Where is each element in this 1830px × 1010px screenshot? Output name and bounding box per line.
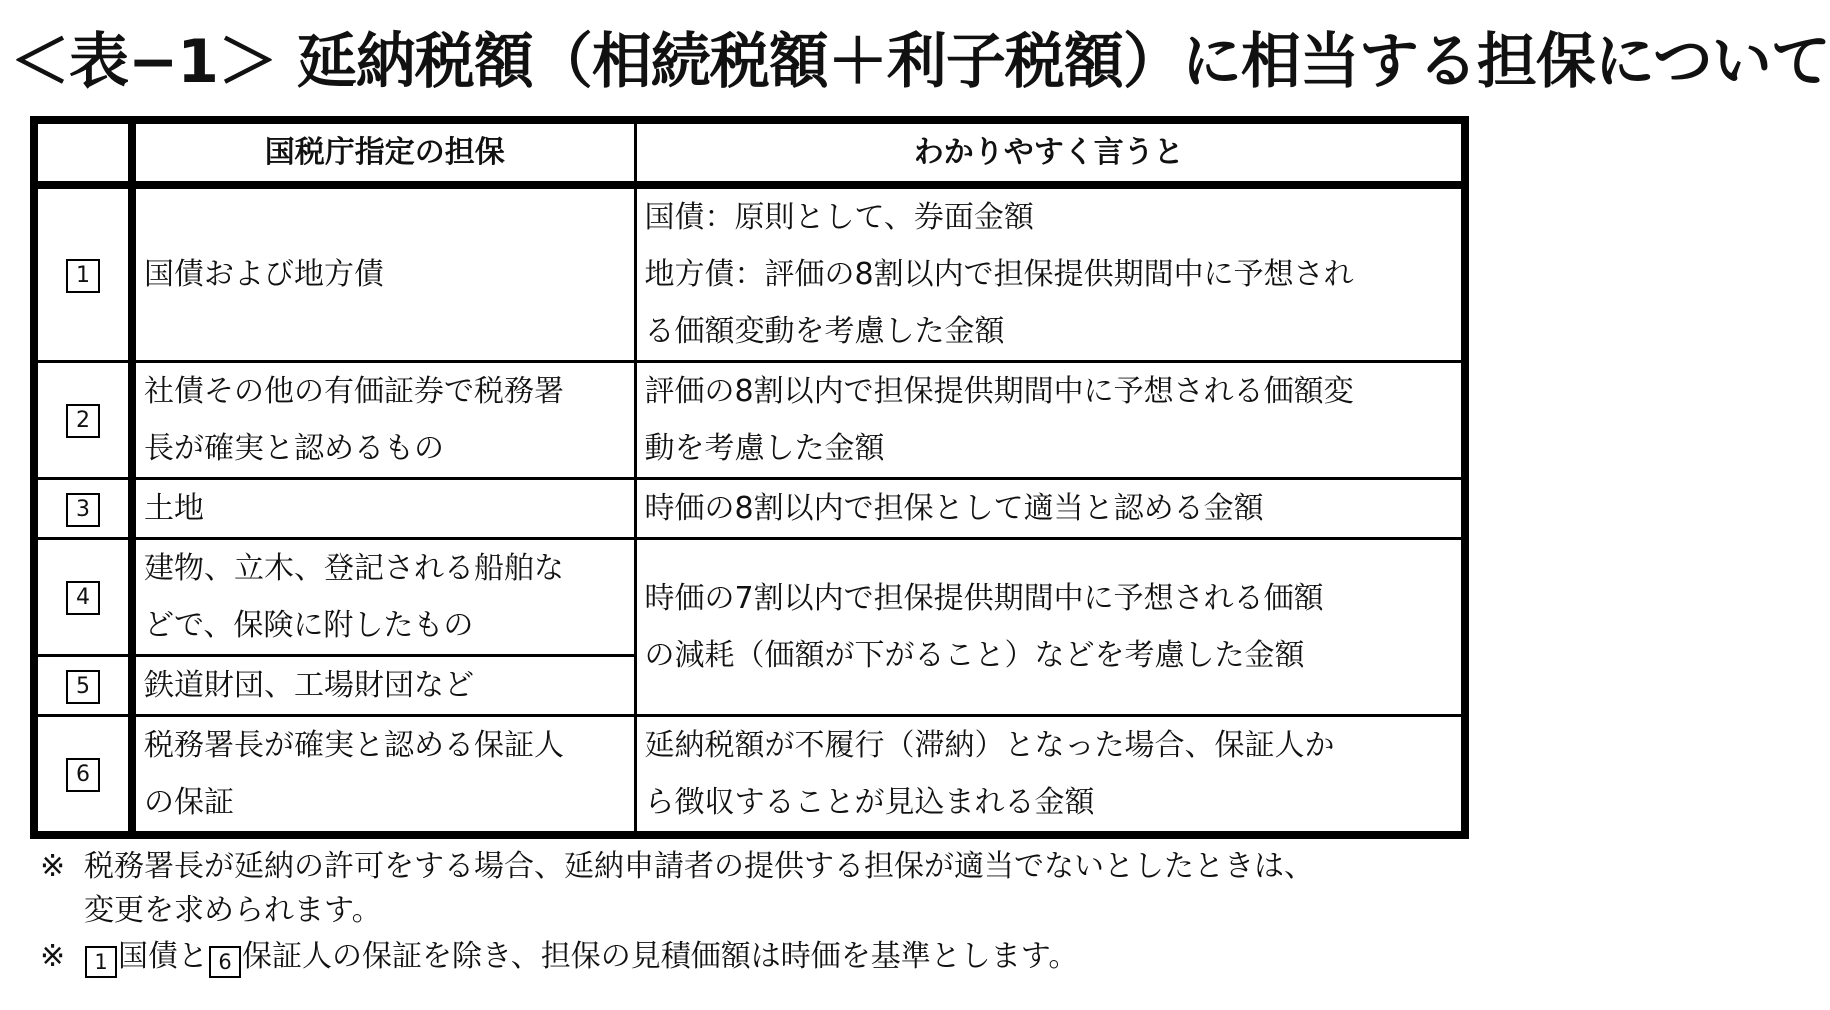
row-number-cell: [34, 656, 132, 716]
table-row: [34, 716, 1465, 836]
footnote-line: 税務署長が延納の許可をする場合、延納申請者の提供する担保が適当でないとしたときは、: [84, 849, 1314, 884]
collateral-cell: [132, 656, 635, 716]
reference-mark: ※: [40, 939, 66, 974]
page-title: ＜表−1＞ 延納税額（相続税額＋利子税額）に相当する担保について: [10, 27, 1830, 97]
explanation-text: 動を考慮した金額: [644, 431, 885, 466]
row-number: 4: [66, 581, 100, 615]
footnote: [40, 935, 1480, 979]
explanation-text: 延納税額が不履行（滞納）となった場合、保証人か: [644, 728, 1335, 763]
header-explanation: わかりやすく言うと: [635, 120, 1465, 185]
row-number-cell: [34, 185, 132, 362]
row-number-cell: [34, 362, 132, 479]
collateral-text: の保証: [144, 785, 234, 820]
explanation-text: 地方債：評価の8割以内で担保提供期間中に予想され: [644, 257, 1354, 292]
explanation-text: る価額変動を考慮した金額: [644, 314, 1005, 349]
footnote: [40, 845, 1480, 933]
collateral-text: 土地: [144, 491, 204, 526]
table-row: [34, 362, 1465, 479]
collateral-cell: [132, 362, 635, 479]
row-number-cell: [34, 479, 132, 539]
inline-number: 1: [85, 946, 117, 978]
footnote-line: 変更を求められます。: [84, 893, 382, 928]
row-number-cell: [34, 716, 132, 836]
footnote-segment: 保証人の保証を除き、担保の見積価額は時価を基準とします。: [242, 939, 1079, 974]
table-row: [34, 479, 1465, 539]
collateral-text: 社債その他の有価証券で税務署: [144, 374, 564, 409]
row-number: 3: [66, 493, 100, 527]
explanation-text: 国債：原則として、券面金額: [644, 200, 1034, 235]
collateral-cell: [132, 539, 635, 656]
explanation-text: ら徴収することが見込まれる金額: [644, 785, 1095, 820]
collateral-text: 鉄道財団、工場財団など: [144, 668, 474, 703]
footnote-text: [84, 935, 1480, 979]
header-collateral: 国税庁指定の担保: [132, 120, 635, 185]
footnote-text: [84, 845, 1480, 933]
collateral-cell: [132, 185, 635, 362]
inline-number: 6: [209, 946, 241, 978]
row-number: 6: [66, 758, 100, 792]
explanation-text: 時価の8割以内で担保として適当と認める金額: [644, 491, 1264, 526]
row-number: 5: [66, 670, 100, 704]
explanation-cell: [635, 479, 1465, 539]
reference-mark: ※: [40, 849, 66, 884]
explanation-cell: [635, 185, 1465, 362]
table-header-row: [34, 120, 1465, 185]
explanation-text: の減耗（価額が下がること）などを考慮した金額: [644, 638, 1305, 673]
header-number: [34, 120, 132, 185]
explanation-cell: [635, 539, 1465, 716]
collateral-cell: [132, 479, 635, 539]
collateral-text: 建物、立木、登記される船舶な: [144, 551, 564, 586]
collateral-table: [30, 116, 1469, 839]
table-row: [34, 185, 1465, 362]
collateral-text: 国債および地方債: [144, 257, 384, 292]
row-number: 1: [66, 259, 100, 293]
explanation-text: 時価の7割以内で担保提供期間中に予想される価額: [644, 581, 1324, 616]
explanation-text: 評価の8割以内で担保提供期間中に予想される価額変: [644, 374, 1354, 409]
footnote-segment: 国債と: [118, 939, 208, 974]
explanation-cell: [635, 716, 1465, 836]
collateral-cell: [132, 716, 635, 836]
collateral-text: どで、保険に附したもの: [144, 608, 474, 643]
collateral-text: 長が確実と認めるもの: [144, 431, 444, 466]
row-number-cell: [34, 539, 132, 656]
table-row: [34, 539, 1465, 656]
footnotes: [40, 845, 1480, 981]
row-number: 2: [66, 404, 100, 438]
collateral-text: 税務署長が確実と認める保証人: [144, 728, 564, 763]
explanation-cell: [635, 362, 1465, 479]
